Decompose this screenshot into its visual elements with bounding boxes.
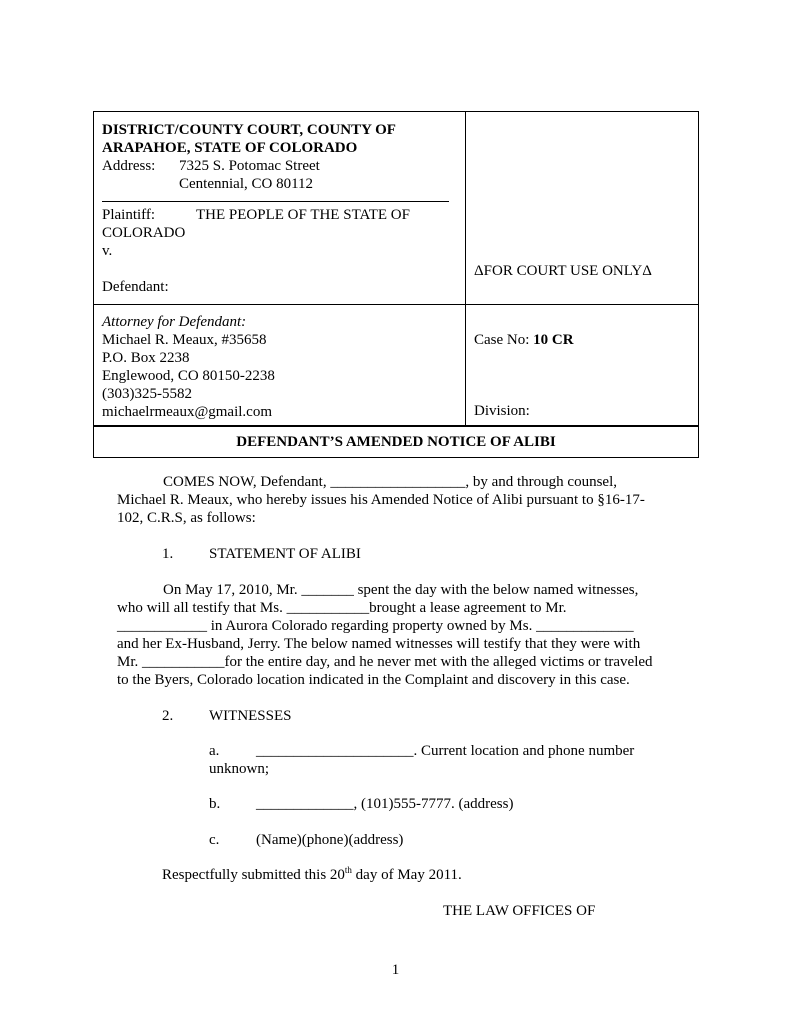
witness-b-label: b. xyxy=(209,796,221,812)
alibi-line-3: ____________ in Aurora Colorado regarding property owned by Ms. _____________ xyxy=(117,618,634,634)
caption-row-title xyxy=(94,427,698,457)
caption-divider-line xyxy=(102,193,449,202)
attorney-name: Michael R. Meaux, #35658 xyxy=(102,332,267,348)
plaintiff-name-1: THE PEOPLE OF THE STATE OF xyxy=(196,207,410,223)
witness-a-line xyxy=(209,742,659,760)
intro-line-3: 102, C.R.S, as follows: xyxy=(117,510,256,526)
alibi-line-6: to the Byers, Colorado location indicated in the Complaint and discovery in this case. xyxy=(117,672,630,688)
caption-row-attorney xyxy=(94,305,698,427)
signature-block: THE LAW OFFICES OF xyxy=(443,903,596,919)
alibi-line-1: On May 17, 2010, Mr. _______ spent the day with the below named witnesses, xyxy=(163,582,639,598)
witness-a-label: a. xyxy=(209,743,220,759)
submitted-sup: th xyxy=(344,865,352,875)
attorney-phone: (303)325-5582 xyxy=(102,386,192,402)
case-no-label: Case No: xyxy=(474,332,534,348)
court-use-cell xyxy=(466,112,698,304)
section2-title: WITNESSES xyxy=(209,708,292,724)
submission-line xyxy=(162,866,462,884)
attorney-city: Englewood, CO 80150-2238 xyxy=(102,368,275,384)
witness-c-text: (Name)(phone)(address) xyxy=(256,832,404,848)
section1-number: 1. xyxy=(162,546,174,562)
witness-b xyxy=(209,795,659,813)
alibi-line-4: and her Ex-Husband, Jerry. The below named witnesses will testify that they were with xyxy=(117,636,641,652)
section2-number: 2. xyxy=(162,708,174,724)
division-label: Division: xyxy=(474,403,530,419)
caption-row-court xyxy=(94,112,698,305)
spacer xyxy=(102,260,457,278)
intro-paragraph xyxy=(117,473,677,527)
court-address-line1 xyxy=(102,157,457,175)
section-heading-witnesses xyxy=(162,707,292,725)
defendant-label: Defendant: xyxy=(102,279,169,295)
court-address-line2: Centennial, CO 80112 xyxy=(179,176,314,192)
section1-title: STATEMENT OF ALIBI xyxy=(209,546,361,562)
submitted-post: day of May 2011. xyxy=(351,867,462,883)
intro-line-2: Michael R. Meaux, who hereby issues his Amended Notice of Alibi pursuant to §16-17- xyxy=(117,492,645,508)
attorney-po-box: P.O. Box 2238 xyxy=(102,350,190,366)
intro-line-1: COMES NOW, Defendant, __________________, by and through counsel, xyxy=(163,474,617,490)
witness-a xyxy=(209,742,659,778)
court-info-cell xyxy=(94,112,466,304)
alibi-paragraph xyxy=(117,581,677,689)
plaintiff-name-2: COLORADO xyxy=(102,225,186,241)
witness-c-label: c. xyxy=(209,832,220,848)
attorney-info-cell xyxy=(94,305,466,425)
witness-b-text: _____________, (101)555-7777. (address) xyxy=(256,796,514,812)
alibi-line-5: Mr. ___________for the entire day, and he never met with the alleged victims or traveled xyxy=(117,654,653,670)
document-title: DEFENDANT’S AMENDED NOTICE OF ALIBI xyxy=(236,434,556,450)
address-label: Address: xyxy=(102,158,156,174)
court-name-line2: ARAPAHOE, STATE OF COLORADO xyxy=(102,140,358,156)
witness-c xyxy=(209,831,659,849)
case-number-cell xyxy=(466,305,698,425)
section-heading-alibi xyxy=(162,545,361,563)
case-caption-table xyxy=(93,111,699,458)
witness-a-continuation: unknown; xyxy=(209,761,269,777)
versus: v. xyxy=(102,243,113,259)
plaintiff-line xyxy=(102,206,457,224)
attorney-label: Attorney for Defendant: xyxy=(102,314,247,330)
court-name-line1: DISTRICT/COUNTY COURT, COUNTY OF xyxy=(102,122,396,138)
case-number xyxy=(474,331,574,349)
alibi-line-2: who will all testify that Ms. ___________brought a lease agreement to Mr. xyxy=(117,600,567,616)
address-street: 7325 S. Potomac Street xyxy=(179,158,320,174)
plaintiff-label: Plaintiff: xyxy=(102,207,156,223)
court-use-only-label: ΔFOR COURT USE ONLYΔ xyxy=(474,263,652,279)
attorney-email: michaelrmeaux@gmail.com xyxy=(102,404,273,420)
submitted-pre: Respectfully submitted this 20 xyxy=(162,867,345,883)
witness-a-text: _____________________. Current location and phone number xyxy=(256,743,635,759)
page-number: 1 xyxy=(391,962,400,978)
case-no-value: 10 CR xyxy=(533,332,574,348)
